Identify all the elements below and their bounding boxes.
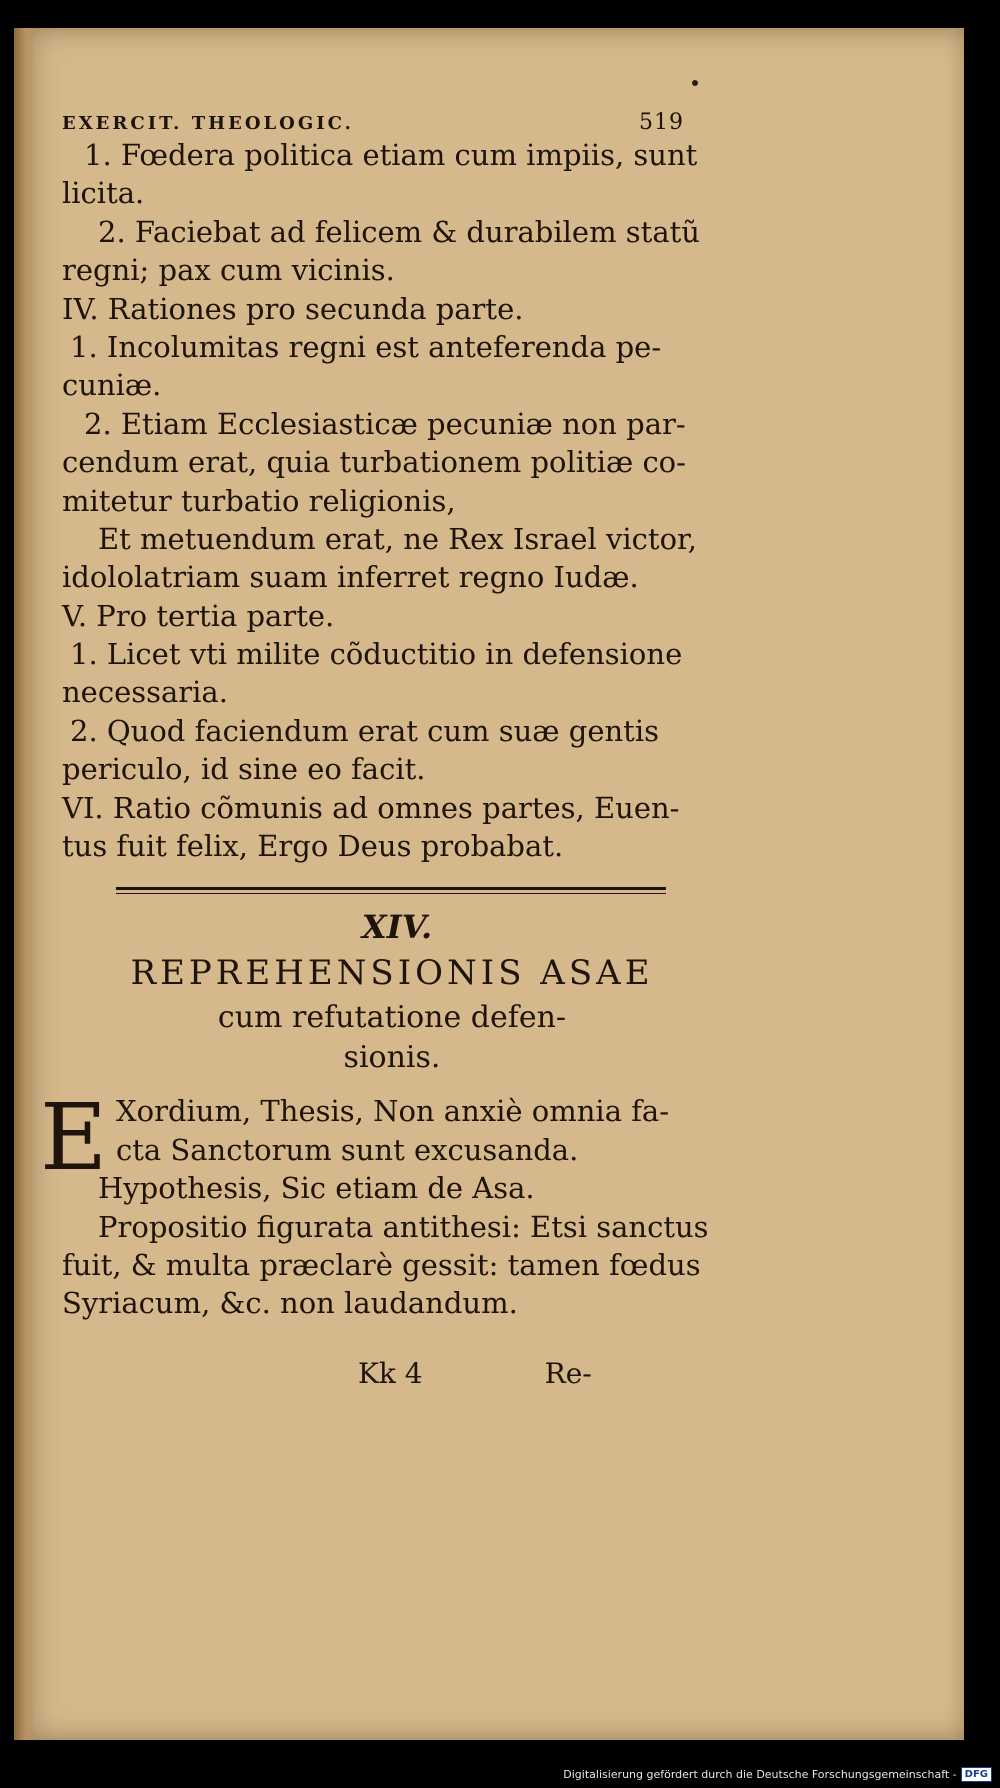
section-number: XIV. [361, 908, 433, 947]
text-line: cendum erat, quia turbationem politiæ co- [62, 445, 686, 480]
text-line: necessaria. [62, 675, 228, 710]
page-gutter-edge [14, 28, 36, 1740]
body-text [62, 136, 702, 865]
section-divider [116, 887, 666, 894]
text-line: 2. Quod faciendum erat cum suæ gentis [70, 713, 659, 748]
text-line: cuniæ. [62, 368, 162, 403]
text-line: VI. Ratio cõmunis ad omnes partes, Euen- [62, 790, 680, 825]
text-line: idololatriam suam inferret regno Iudæ. [62, 560, 639, 595]
text-line: fuit, & multa præclarè gessit: tamen fœdus [62, 1247, 701, 1282]
page-text [40, 110, 709, 1390]
ink-mark [692, 80, 698, 86]
page-footer [62, 1357, 702, 1390]
text-line: tus fuit felix, Ergo Deus probabat. [62, 829, 564, 864]
section-title: REPREHENSIONIS ASAE [130, 953, 654, 994]
text-line: Syriacum, &c. non laudandum. [62, 1286, 518, 1321]
text-line: Propositio figurata antithesi: Etsi sanctus [98, 1209, 709, 1244]
text-line: Hypothesis, Sic etiam de Asa. [98, 1171, 535, 1206]
page-number: 519 [639, 110, 684, 135]
section-subtitle-line-2: sionis. [343, 1040, 441, 1076]
text-line: regni; pax cum vicinis. [62, 253, 395, 288]
text-line: Et metuendum erat, ne Rex Israel victor, [98, 521, 697, 556]
credit-text: Digitalisierung gefördert durch die Deutsche Forschungsgemeinschaft - [563, 1767, 957, 1781]
text-line: 2. Faciebat ad felicem & durabilem statũ [98, 214, 700, 249]
text-line: licita. [62, 176, 145, 211]
text-line: 1. Licet vti milite cõductitio in defensione [70, 637, 683, 672]
section-body [40, 1084, 709, 1322]
running-head-title: EXERCIT. THEOLOGIC. [62, 113, 354, 134]
signature-mark: Kk 4 [358, 1356, 423, 1390]
book-page [14, 28, 964, 1740]
text-line: 1. Incolumitas regni est anteferenda pe- [70, 329, 662, 364]
text-line: mitetur turbatio religionis, [62, 483, 456, 518]
text-line: periculo, id sine eo facit. [62, 752, 426, 787]
section-subtitle-line-1: cum refutatione defen- [217, 1000, 567, 1036]
text-line: Xordium, Thesis, Non anxiè omnia fa- [116, 1094, 670, 1129]
text-line: V. Pro tertia parte. [62, 598, 335, 633]
text-line: 1. Fœdera politica etiam cum impiis, sunt [84, 138, 698, 172]
text-line: IV. Rationes pro secunda parte. [62, 291, 524, 326]
running-header [62, 110, 702, 136]
text-line: cta Sanctorum sunt excusanda. [116, 1132, 579, 1167]
catchword: Re- [544, 1356, 592, 1390]
text-line: 2. Etiam Ecclesiasticæ pecuniæ non par- [84, 406, 686, 441]
drop-cap: E [40, 1084, 108, 1192]
digitization-credit [563, 1764, 992, 1784]
dfg-logo: DFG [961, 1767, 992, 1782]
